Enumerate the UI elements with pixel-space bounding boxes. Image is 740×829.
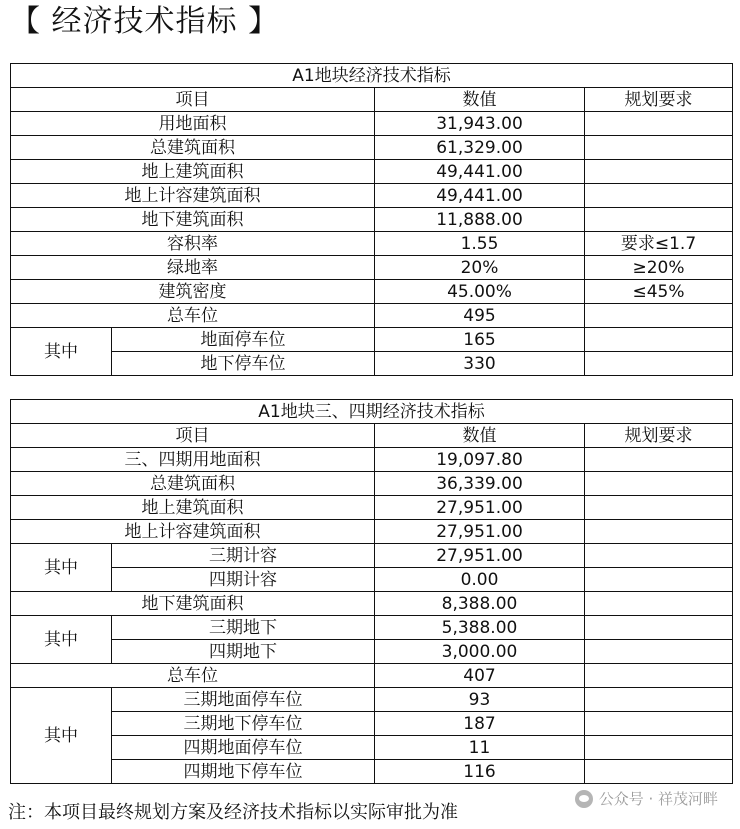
table-row	[11, 664, 733, 688]
row-item: 绿地率	[11, 256, 375, 280]
row-requirement	[585, 208, 733, 232]
table-header-row	[11, 88, 733, 112]
table-caption: A1地块三、四期经济技术指标	[11, 400, 733, 424]
row-item: 四期地面停车位	[112, 736, 375, 760]
row-requirement	[585, 112, 733, 136]
row-item: 地上计容建筑面积	[11, 184, 375, 208]
row-item: 容积率	[11, 232, 375, 256]
row-value: 0.00	[375, 568, 585, 592]
table-row	[11, 472, 733, 496]
row-item: 总建筑面积	[11, 472, 375, 496]
a1-indicators-table	[10, 63, 733, 376]
row-item: 地上建筑面积	[11, 496, 375, 520]
table-row	[11, 256, 733, 280]
row-requirement	[585, 688, 733, 712]
row-value: 495	[375, 304, 585, 328]
row-requirement: ≤45%	[585, 280, 733, 304]
row-item: 四期地下停车位	[112, 760, 375, 784]
table-row	[11, 592, 733, 616]
row-item: 总建筑面积	[11, 136, 375, 160]
row-item: 地下停车位	[112, 352, 375, 376]
header-item: 项目	[11, 424, 375, 448]
table-row	[11, 712, 733, 736]
table-row	[11, 544, 733, 568]
watermark-text: 公众号 · 祥茂河畔	[598, 790, 718, 808]
row-value: 31,943.00	[375, 112, 585, 136]
header-item: 项目	[11, 88, 375, 112]
row-requirement: 要求≤1.7	[585, 232, 733, 256]
row-item: 总车位	[11, 304, 375, 328]
a1-phase34-indicators-table	[10, 399, 733, 784]
row-item: 四期地下	[112, 640, 375, 664]
row-value: 49,441.00	[375, 160, 585, 184]
row-value: 407	[375, 664, 585, 688]
table-row	[11, 352, 733, 376]
row-requirement	[585, 496, 733, 520]
header-requirement: 规划要求	[585, 88, 733, 112]
row-item: 三期地面停车位	[112, 688, 375, 712]
group-label: 其中	[11, 688, 112, 784]
row-value: 3,000.00	[375, 640, 585, 664]
row-value: 11	[375, 736, 585, 760]
row-value: 19,097.80	[375, 448, 585, 472]
row-value: 27,951.00	[375, 520, 585, 544]
table-row	[11, 304, 733, 328]
table-row	[11, 616, 733, 640]
row-value: 8,388.00	[375, 592, 585, 616]
group-label: 其中	[11, 616, 112, 664]
row-requirement: ≥20%	[585, 256, 733, 280]
row-value: 27,951.00	[375, 544, 585, 568]
row-value: 93	[375, 688, 585, 712]
row-requirement	[585, 352, 733, 376]
row-item: 用地面积	[11, 112, 375, 136]
row-item: 三期地下停车位	[112, 712, 375, 736]
row-item: 四期计容	[112, 568, 375, 592]
watermark	[575, 788, 718, 809]
table-row	[11, 640, 733, 664]
row-item: 地下建筑面积	[11, 208, 375, 232]
row-value: 1.55	[375, 232, 585, 256]
row-requirement	[585, 184, 733, 208]
table-row	[11, 736, 733, 760]
row-value: 11,888.00	[375, 208, 585, 232]
row-requirement	[585, 616, 733, 640]
row-item: 三期地下	[112, 616, 375, 640]
row-requirement	[585, 160, 733, 184]
group-label: 其中	[11, 544, 112, 592]
row-value: 165	[375, 328, 585, 352]
table-row	[11, 136, 733, 160]
table-caption: A1地块经济技术指标	[11, 64, 733, 88]
table-row	[11, 496, 733, 520]
row-value: 187	[375, 712, 585, 736]
table-row	[11, 520, 733, 544]
row-requirement	[585, 472, 733, 496]
table-row	[11, 112, 733, 136]
row-value: 36,339.00	[375, 472, 585, 496]
header-value: 数值	[375, 88, 585, 112]
row-requirement	[585, 304, 733, 328]
table-row	[11, 568, 733, 592]
row-item: 地上计容建筑面积	[11, 520, 375, 544]
row-value: 49,441.00	[375, 184, 585, 208]
row-requirement	[585, 640, 733, 664]
row-requirement	[585, 328, 733, 352]
row-item: 建筑密度	[11, 280, 375, 304]
row-value: 27,951.00	[375, 496, 585, 520]
table-row	[11, 208, 733, 232]
table-row	[11, 448, 733, 472]
table-row	[11, 280, 733, 304]
table-row	[11, 232, 733, 256]
page-title: 【 经济技术指标 】	[10, 4, 280, 39]
row-requirement	[585, 448, 733, 472]
table-row	[11, 184, 733, 208]
row-item: 总车位	[11, 664, 375, 688]
group-label: 其中	[11, 328, 112, 376]
row-value: 61,329.00	[375, 136, 585, 160]
row-requirement	[585, 736, 733, 760]
footnote: 注：本项目最终规划方案及经济技术指标以实际审批为准	[8, 802, 458, 823]
row-requirement	[585, 136, 733, 160]
row-requirement	[585, 568, 733, 592]
row-value: 116	[375, 760, 585, 784]
header-value: 数值	[375, 424, 585, 448]
table-row	[11, 760, 733, 784]
table-row	[11, 160, 733, 184]
table-header-row	[11, 424, 733, 448]
wechat-icon	[575, 790, 593, 808]
row-item: 地下建筑面积	[11, 592, 375, 616]
row-value: 20%	[375, 256, 585, 280]
row-requirement	[585, 664, 733, 688]
row-requirement	[585, 520, 733, 544]
row-requirement	[585, 712, 733, 736]
row-value: 330	[375, 352, 585, 376]
row-requirement	[585, 760, 733, 784]
row-item: 地面停车位	[112, 328, 375, 352]
row-item: 地上建筑面积	[11, 160, 375, 184]
row-item: 三期计容	[112, 544, 375, 568]
row-value: 45.00%	[375, 280, 585, 304]
row-value: 5,388.00	[375, 616, 585, 640]
table-row	[11, 688, 733, 712]
row-requirement	[585, 544, 733, 568]
table-row	[11, 328, 733, 352]
row-requirement	[585, 592, 733, 616]
row-item: 三、四期用地面积	[11, 448, 375, 472]
header-requirement: 规划要求	[585, 424, 733, 448]
